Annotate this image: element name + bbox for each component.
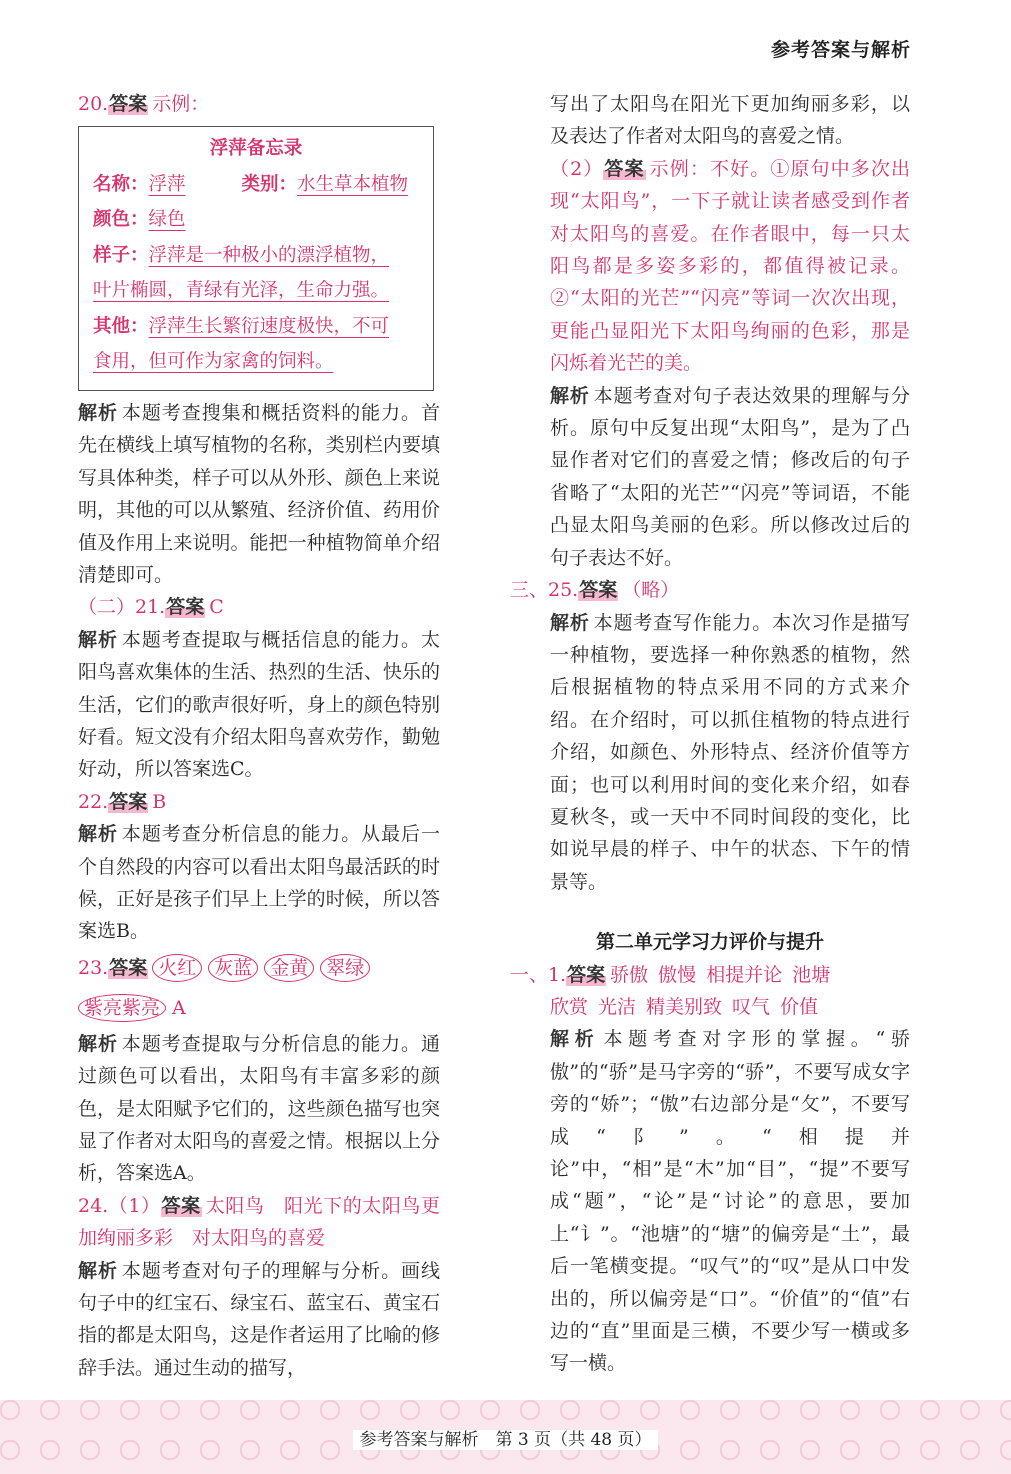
q24-number: 24.（1） xyxy=(78,1194,161,1217)
q22-answer-value: B xyxy=(152,790,167,813)
q24-2-number: （2） xyxy=(550,157,604,180)
q20-answer xyxy=(78,88,440,120)
q23-answer xyxy=(78,948,440,1028)
word-5: 欣赏 xyxy=(550,995,589,1018)
analysis-label: 解析 xyxy=(78,1259,118,1282)
q24-2-answer-text: 示例：不好。①原句中多次出现“太阳鸟”，一下子就让读者感受到作者对太阳鸟的喜爱。在作者眼中，每一只太阳鸟都是多姿多彩的，都值得被记录。②“太阳的光芒”“闪亮”等词一次次出现，更能凸显阳光下太阳鸟绚丽的色彩，那是闪烁着光芒的美。 xyxy=(550,157,910,375)
memo-other-label: 其他： xyxy=(93,315,149,337)
analysis-label: 解析 xyxy=(78,823,118,846)
q23-color-2: 灰蓝 xyxy=(208,954,258,982)
memo-other-line2: 食用，但可作为家禽的饲料。 xyxy=(93,351,334,373)
q22-number: 22. xyxy=(78,790,109,813)
memo-shape-label: 样子： xyxy=(93,244,149,266)
q20-analysis-text: 本题考查搜集和概括资料的能力。首先在横线上填写植物的名称，类别栏内要填写具体种类，样子可以从外形、颜色上来说明，其他的可以从繁殖、经济价值、药用价值及作用上来说明。能把一种植物简单介绍清楚即可。 xyxy=(78,401,440,586)
answer-label: 答案 xyxy=(109,93,148,115)
q21-answer xyxy=(78,591,440,623)
q23-color-1: 火红 xyxy=(152,954,202,982)
q25-analysis-text: 本题考查写作能力。本次习作是描写一种植物，要选择一种你熟悉的植物，然后根据植物的特点采用不同的方式来介绍。在介绍时，可以抓住植物的特点进行介绍，如颜色、外形特点、经济价值等方面；也可以利用时间的变化来介绍，如春夏秋冬，或一天中不同时间段的变化，比如说早晨的样子、中午的状态、下午的情景等。 xyxy=(550,611,910,893)
memo-type-label: 类别： xyxy=(241,173,298,195)
q22-analysis-text: 本题考查分析信息的能力。从最后一个自然段的内容可以看出太阳鸟最活跃的时候，正好是孩子们早上上学的时候，所以答案选B。 xyxy=(78,823,440,943)
analysis-label: 解析 xyxy=(550,1028,600,1051)
memo-shape-line1: 浮萍是一种极小的漂浮植物， xyxy=(148,244,390,266)
answer-label: 答案 xyxy=(567,963,606,986)
q21-analysis xyxy=(78,624,440,786)
right-column xyxy=(510,88,910,1380)
q24-analysis-cont: 写出了太阳鸟在阳光下更加绚丽多彩，以及表达了作者对太阳鸟的喜爱之情。 xyxy=(550,93,910,148)
analysis-label: 解析 xyxy=(550,384,590,407)
unit2-q1-answer-line2 xyxy=(510,991,910,1023)
word-8: 叹气 xyxy=(732,995,771,1018)
q20-answer-text: 示例： xyxy=(152,93,210,115)
memo-name-value: 浮萍 xyxy=(148,173,186,195)
footer-page-info: 参考答案与解析 第 3 页（共 48 页） xyxy=(353,1430,657,1450)
memo-type-value: 水生草本植物 xyxy=(297,173,409,195)
q21-analysis-text: 本题考查提取与概括信息的能力。太阳鸟喜欢集体的生活、热烈的生活、快乐的生活，它们的歌声很好听，身上的颜色特别好看。短文没有介绍太阳鸟喜欢劳作，勤勉好动，所以答案选C。 xyxy=(78,628,440,781)
answer-label: 答案 xyxy=(579,579,618,602)
left-column xyxy=(78,88,440,1384)
memo-shape-row xyxy=(93,238,419,274)
answer-label: 答案 xyxy=(109,956,148,979)
memo-color-value: 绿色 xyxy=(148,209,186,231)
memo-other-row2 xyxy=(93,344,419,380)
memo-other-line1: 浮萍生长繁衍速度极快，不可 xyxy=(148,315,390,337)
unit2-section-title: 第二单元学习力评价与提升 xyxy=(595,931,824,954)
memo-name-row xyxy=(93,167,419,203)
memo-color-label: 颜色： xyxy=(93,209,149,231)
q24-analysis xyxy=(78,1255,440,1385)
answer-label: 答案 xyxy=(604,157,645,180)
word-3: 相提并论 xyxy=(706,963,783,986)
analysis-label: 解析 xyxy=(550,611,590,634)
word-4: 池塘 xyxy=(792,963,831,986)
analysis-label: 解析 xyxy=(78,401,118,424)
q21-answer-value: C xyxy=(209,596,224,619)
q24-2-analysis xyxy=(510,380,910,574)
q24-2-analysis-text: 本题考查对句子表达效果的理解与分析。原句中反复出现“太阳鸟”，是为了凸显作者对它们的喜爱之情；修改后的句子省略了“太阳的光芒”“闪亮”等词语，不能凸显太阳鸟美丽的色彩。所以修改过后的句子表达不好。 xyxy=(550,384,910,569)
word-2: 傲慢 xyxy=(658,963,697,986)
q24-answer xyxy=(78,1190,440,1255)
q23-answer-value: A xyxy=(172,996,186,1019)
header-title: 参考答案与解析 xyxy=(770,39,911,61)
answer-label: 答案 xyxy=(161,1194,201,1217)
q23-number: 23. xyxy=(78,956,109,979)
q25-answer xyxy=(510,574,910,606)
memo-shape-row2 xyxy=(93,273,419,309)
analysis-label: 解析 xyxy=(78,628,118,651)
q23-color-5: 紫亮紫亮 xyxy=(78,994,166,1022)
q24-answer-text: 太阳鸟 阳光下的太阳鸟更加绚丽多彩 对太阳鸟的喜爱 xyxy=(78,1194,440,1250)
q22-answer xyxy=(78,786,440,818)
q23-analysis-text: 本题考查提取与分析信息的能力。通过颜色可以看出，太阳鸟有丰富多彩的颜色，是太阳赋予它们的，这些颜色描写也突显了作者对太阳鸟的喜爱之情。根据以上分析，答案选A。 xyxy=(78,1032,440,1185)
unit2-q1-prefix: 一、1. xyxy=(510,963,567,986)
unit2-q1-analysis xyxy=(510,1023,910,1379)
memo-title: 浮萍备忘录 xyxy=(209,138,303,160)
q20-analysis xyxy=(78,397,440,591)
memo-shape-line2: 叶片椭圆，青绿有光泽，生命力强。 xyxy=(93,280,390,302)
memo-name-label: 名称： xyxy=(93,173,149,195)
footer-band xyxy=(0,1400,1011,1474)
q23-color-4: 翠绿 xyxy=(320,954,370,982)
q23-color-3: 金黄 xyxy=(264,954,314,982)
analysis-label: 解析 xyxy=(78,1032,118,1055)
memo-color-row xyxy=(93,202,419,238)
word-6: 光洁 xyxy=(598,995,637,1018)
footer xyxy=(0,1428,1011,1452)
q20-number: 20. xyxy=(78,93,109,115)
word-7: 精美别致 xyxy=(646,995,723,1018)
q24-2-answer xyxy=(510,153,910,380)
memo-box xyxy=(78,126,434,391)
q25-answer-value: （略） xyxy=(622,579,680,602)
answer-label: 答案 xyxy=(109,790,148,813)
word-9: 价值 xyxy=(780,995,819,1018)
unit2-q1-answer xyxy=(510,959,910,991)
q22-analysis xyxy=(78,818,440,948)
q24-analysis-text: 本题考查对句子的理解与分析。画线句子中的红宝石、绿宝石、蓝宝石、黄宝石指的都是太阳鸟，这是作者运用了比喻的修辞手法。通过生动的描写， xyxy=(78,1259,440,1379)
q25-prefix: 三、25. xyxy=(510,579,579,602)
word-1: 骄傲 xyxy=(610,963,649,986)
answer-label: 答案 xyxy=(166,596,205,619)
memo-other-row xyxy=(93,309,419,345)
q25-analysis xyxy=(510,607,910,899)
q23-analysis xyxy=(78,1028,440,1190)
unit2-q1-analysis-text: 本题考查对字形的掌握。“骄傲”的“骄”是马字旁的“骄”，不要写成女字旁的“娇”；“傲”右边部分是“攵”，不要写成“阝”。“相提并论”中，“相”是“木”加“目”，“提”不要写成“题”，“论”是“讨论”的意思，要加上“讠”。“池塘”的“塘”的偏旁是“土”，最后一笔横变提。“叹气”的“叹”是从口中发出的，所以偏旁是“口”。“价值”的“值”右边的“直”里面是三横，不要少写一横或多写一横。 xyxy=(550,1028,910,1375)
q21-prefix: （二）21. xyxy=(78,596,166,619)
